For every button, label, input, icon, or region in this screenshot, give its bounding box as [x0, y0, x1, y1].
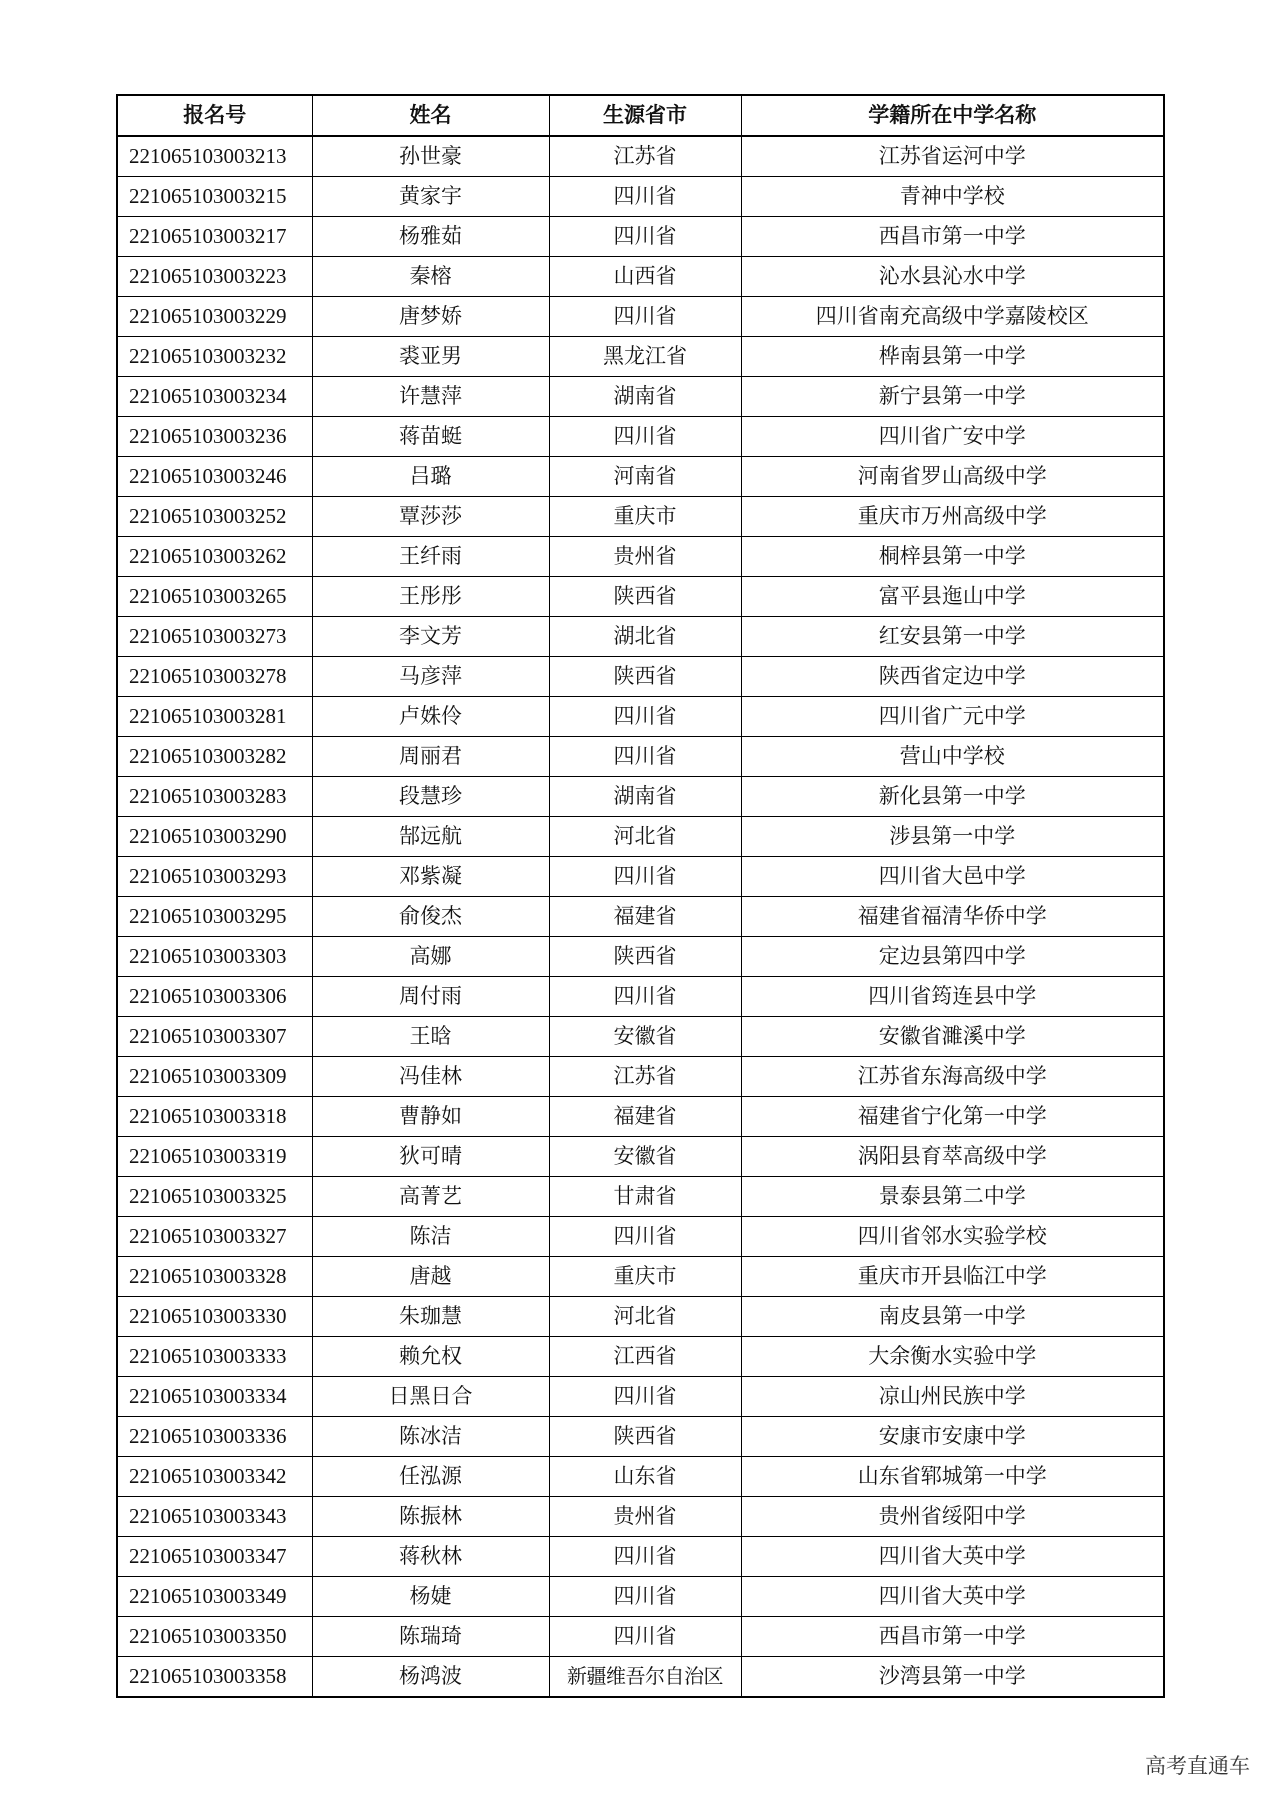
cell-registration-number: 221065103003215 [117, 177, 312, 217]
cell-province: 四川省 [549, 1537, 741, 1577]
cell-school: 新宁县第一中学 [741, 377, 1164, 417]
table-row [117, 1337, 1164, 1377]
cell-school: 四川省广安中学 [741, 417, 1164, 457]
cell-name: 蒋秋林 [312, 1537, 549, 1577]
table-row [117, 1617, 1164, 1657]
cell-registration-number: 221065103003252 [117, 497, 312, 537]
cell-province: 河北省 [549, 817, 741, 857]
table-row [117, 857, 1164, 897]
cell-name: 孙世豪 [312, 136, 549, 177]
cell-province: 湖南省 [549, 777, 741, 817]
cell-school: 陕西省定边中学 [741, 657, 1164, 697]
table-row [117, 337, 1164, 377]
cell-registration-number: 221065103003236 [117, 417, 312, 457]
table-row [117, 257, 1164, 297]
cell-name: 马彦萍 [312, 657, 549, 697]
table-row [117, 817, 1164, 857]
cell-province: 陕西省 [549, 657, 741, 697]
table-row [117, 217, 1164, 257]
cell-registration-number: 221065103003307 [117, 1017, 312, 1057]
table-row [117, 297, 1164, 337]
table-row [117, 897, 1164, 937]
cell-registration-number: 221065103003342 [117, 1457, 312, 1497]
cell-school: 南皮县第一中学 [741, 1297, 1164, 1337]
table-row [117, 1257, 1164, 1297]
cell-name: 黄家宇 [312, 177, 549, 217]
cell-name: 杨鸿波 [312, 1657, 549, 1698]
cell-school: 凉山州民族中学 [741, 1377, 1164, 1417]
cell-province: 四川省 [549, 1617, 741, 1657]
table-row [117, 1177, 1164, 1217]
cell-registration-number: 221065103003303 [117, 937, 312, 977]
cell-registration-number: 221065103003336 [117, 1417, 312, 1457]
table-row [117, 1297, 1164, 1337]
cell-registration-number: 221065103003283 [117, 777, 312, 817]
cell-registration-number: 221065103003318 [117, 1097, 312, 1137]
cell-province: 贵州省 [549, 1497, 741, 1537]
table-row [117, 1497, 1164, 1537]
table-row [117, 417, 1164, 457]
cell-registration-number: 221065103003330 [117, 1297, 312, 1337]
table-row [117, 1457, 1164, 1497]
table-header [117, 95, 1164, 136]
cell-registration-number: 221065103003246 [117, 457, 312, 497]
cell-province: 四川省 [549, 177, 741, 217]
cell-name: 唐越 [312, 1257, 549, 1297]
cell-name: 朱珈慧 [312, 1297, 549, 1337]
table-row [117, 377, 1164, 417]
cell-registration-number: 221065103003334 [117, 1377, 312, 1417]
cell-name: 秦榕 [312, 257, 549, 297]
cell-province: 福建省 [549, 1097, 741, 1137]
cell-name: 陈振林 [312, 1497, 549, 1537]
cell-name: 杨雅茹 [312, 217, 549, 257]
cell-province: 江苏省 [549, 1057, 741, 1097]
header-province: 生源省市 [549, 95, 741, 136]
cell-province: 江苏省 [549, 136, 741, 177]
cell-name: 段慧珍 [312, 777, 549, 817]
cell-province: 重庆市 [549, 497, 741, 537]
cell-name: 周丽君 [312, 737, 549, 777]
cell-name: 陈瑞琦 [312, 1617, 549, 1657]
table-row [117, 937, 1164, 977]
cell-school: 江苏省东海高级中学 [741, 1057, 1164, 1097]
cell-province: 四川省 [549, 737, 741, 777]
cell-registration-number: 221065103003343 [117, 1497, 312, 1537]
cell-name: 吕璐 [312, 457, 549, 497]
table-row [117, 537, 1164, 577]
cell-province: 四川省 [549, 697, 741, 737]
table-row [117, 1097, 1164, 1137]
cell-name: 许慧萍 [312, 377, 549, 417]
cell-name: 蒋苗蜓 [312, 417, 549, 457]
cell-registration-number: 221065103003278 [117, 657, 312, 697]
cell-province: 山西省 [549, 257, 741, 297]
table-row [117, 1537, 1164, 1577]
cell-name: 任泓源 [312, 1457, 549, 1497]
cell-school: 山东省郓城第一中学 [741, 1457, 1164, 1497]
table-row [117, 136, 1164, 177]
cell-name: 杨婕 [312, 1577, 549, 1617]
cell-registration-number: 221065103003295 [117, 897, 312, 937]
cell-name: 周付雨 [312, 977, 549, 1017]
cell-school: 四川省邻水实验学校 [741, 1217, 1164, 1257]
cell-registration-number: 221065103003309 [117, 1057, 312, 1097]
cell-name: 裘亚男 [312, 337, 549, 377]
cell-registration-number: 221065103003234 [117, 377, 312, 417]
cell-school: 涡阳县育萃高级中学 [741, 1137, 1164, 1177]
cell-school: 西昌市第一中学 [741, 217, 1164, 257]
cell-name: 高娜 [312, 937, 549, 977]
table-row [117, 457, 1164, 497]
cell-name: 赖允权 [312, 1337, 549, 1377]
header-name: 姓名 [312, 95, 549, 136]
cell-name: 陈洁 [312, 1217, 549, 1257]
cell-registration-number: 221065103003327 [117, 1217, 312, 1257]
cell-province: 河北省 [549, 1297, 741, 1337]
cell-registration-number: 221065103003349 [117, 1577, 312, 1617]
table-row [117, 497, 1164, 537]
table-row [117, 617, 1164, 657]
cell-school: 新化县第一中学 [741, 777, 1164, 817]
cell-registration-number: 221065103003229 [117, 297, 312, 337]
cell-registration-number: 221065103003306 [117, 977, 312, 1017]
cell-registration-number: 221065103003333 [117, 1337, 312, 1377]
header-school: 学籍所在中学名称 [741, 95, 1164, 136]
cell-name: 日黑日合 [312, 1377, 549, 1417]
cell-school: 四川省筠连县中学 [741, 977, 1164, 1017]
cell-name: 卢姝伶 [312, 697, 549, 737]
cell-name: 陈冰洁 [312, 1417, 549, 1457]
table-row [117, 1137, 1164, 1177]
cell-registration-number: 221065103003213 [117, 136, 312, 177]
cell-registration-number: 221065103003232 [117, 337, 312, 377]
cell-name: 俞俊杰 [312, 897, 549, 937]
cell-province: 四川省 [549, 977, 741, 1017]
cell-name: 王彤彤 [312, 577, 549, 617]
cell-province: 安徽省 [549, 1017, 741, 1057]
table-row [117, 697, 1164, 737]
table-row [117, 577, 1164, 617]
cell-province: 黑龙江省 [549, 337, 741, 377]
cell-school: 重庆市万州高级中学 [741, 497, 1164, 537]
cell-registration-number: 221065103003290 [117, 817, 312, 857]
table-row [117, 657, 1164, 697]
cell-registration-number: 221065103003325 [117, 1177, 312, 1217]
cell-school: 沙湾县第一中学 [741, 1657, 1164, 1698]
cell-registration-number: 221065103003293 [117, 857, 312, 897]
cell-province: 四川省 [549, 417, 741, 457]
cell-registration-number: 221065103003319 [117, 1137, 312, 1177]
cell-province: 福建省 [549, 897, 741, 937]
cell-school: 福建省宁化第一中学 [741, 1097, 1164, 1137]
cell-province: 湖北省 [549, 617, 741, 657]
cell-school: 大余衡水实验中学 [741, 1337, 1164, 1377]
header-registration-number: 报名号 [117, 95, 312, 136]
table-row [117, 1577, 1164, 1617]
cell-province: 重庆市 [549, 1257, 741, 1297]
cell-registration-number: 221065103003265 [117, 577, 312, 617]
cell-school: 四川省广元中学 [741, 697, 1164, 737]
cell-province: 湖南省 [549, 377, 741, 417]
cell-school: 青神中学校 [741, 177, 1164, 217]
cell-registration-number: 221065103003223 [117, 257, 312, 297]
cell-school: 营山中学校 [741, 737, 1164, 777]
table-row [117, 1217, 1164, 1257]
cell-name: 冯佳林 [312, 1057, 549, 1097]
cell-school: 四川省大邑中学 [741, 857, 1164, 897]
cell-province: 陕西省 [549, 937, 741, 977]
cell-school: 景泰县第二中学 [741, 1177, 1164, 1217]
cell-registration-number: 221065103003273 [117, 617, 312, 657]
cell-registration-number: 221065103003217 [117, 217, 312, 257]
cell-name: 李文芳 [312, 617, 549, 657]
table-row [117, 1417, 1164, 1457]
cell-school: 富平县迤山中学 [741, 577, 1164, 617]
cell-school: 西昌市第一中学 [741, 1617, 1164, 1657]
table-row [117, 1657, 1164, 1698]
cell-school: 涉县第一中学 [741, 817, 1164, 857]
cell-name: 覃莎莎 [312, 497, 549, 537]
table-row [117, 1377, 1164, 1417]
cell-school: 安康市安康中学 [741, 1417, 1164, 1457]
watermark: 高考直通车 [1145, 1754, 1250, 1778]
cell-registration-number: 221065103003347 [117, 1537, 312, 1577]
cell-province: 陕西省 [549, 1417, 741, 1457]
cell-school: 桐梓县第一中学 [741, 537, 1164, 577]
cell-province: 四川省 [549, 1577, 741, 1617]
cell-registration-number: 221065103003350 [117, 1617, 312, 1657]
cell-school: 定边县第四中学 [741, 937, 1164, 977]
table-row [117, 1017, 1164, 1057]
cell-school: 安徽省濉溪中学 [741, 1017, 1164, 1057]
cell-province: 安徽省 [549, 1137, 741, 1177]
cell-registration-number: 221065103003282 [117, 737, 312, 777]
cell-province: 四川省 [549, 857, 741, 897]
table-row [117, 1057, 1164, 1097]
table-row [117, 737, 1164, 777]
cell-province: 四川省 [549, 1377, 741, 1417]
cell-school: 红安县第一中学 [741, 617, 1164, 657]
cell-name: 郜远航 [312, 817, 549, 857]
cell-school: 贵州省绥阳中学 [741, 1497, 1164, 1537]
cell-name: 邓紫凝 [312, 857, 549, 897]
cell-name: 王纤雨 [312, 537, 549, 577]
cell-school: 福建省福清华侨中学 [741, 897, 1164, 937]
table-row [117, 977, 1164, 1017]
cell-school: 沁水县沁水中学 [741, 257, 1164, 297]
cell-name: 唐梦娇 [312, 297, 549, 337]
cell-school: 河南省罗山高级中学 [741, 457, 1164, 497]
cell-school: 重庆市开县临江中学 [741, 1257, 1164, 1297]
cell-province: 四川省 [549, 297, 741, 337]
cell-school: 四川省大英中学 [741, 1537, 1164, 1577]
cell-registration-number: 221065103003328 [117, 1257, 312, 1297]
cell-province: 甘肃省 [549, 1177, 741, 1217]
table-row [117, 777, 1164, 817]
cell-province: 四川省 [549, 217, 741, 257]
cell-name: 狄可晴 [312, 1137, 549, 1177]
cell-province: 江西省 [549, 1337, 741, 1377]
cell-province: 山东省 [549, 1457, 741, 1497]
cell-registration-number: 221065103003262 [117, 537, 312, 577]
cell-school: 四川省大英中学 [741, 1577, 1164, 1617]
cell-school: 四川省南充高级中学嘉陵校区 [741, 297, 1164, 337]
cell-school: 江苏省运河中学 [741, 136, 1164, 177]
cell-province: 陕西省 [549, 577, 741, 617]
cell-name: 王晗 [312, 1017, 549, 1057]
cell-registration-number: 221065103003358 [117, 1657, 312, 1698]
cell-province: 新疆维吾尔自治区 [549, 1657, 741, 1698]
cell-name: 高菁艺 [312, 1177, 549, 1217]
cell-province: 四川省 [549, 1217, 741, 1257]
cell-province: 贵州省 [549, 537, 741, 577]
admission-list-table [116, 94, 1165, 1698]
cell-name: 曹静如 [312, 1097, 549, 1137]
cell-registration-number: 221065103003281 [117, 697, 312, 737]
cell-province: 河南省 [549, 457, 741, 497]
header-row [117, 95, 1164, 136]
cell-school: 桦南县第一中学 [741, 337, 1164, 377]
table-row [117, 177, 1164, 217]
table-body [117, 136, 1164, 1697]
